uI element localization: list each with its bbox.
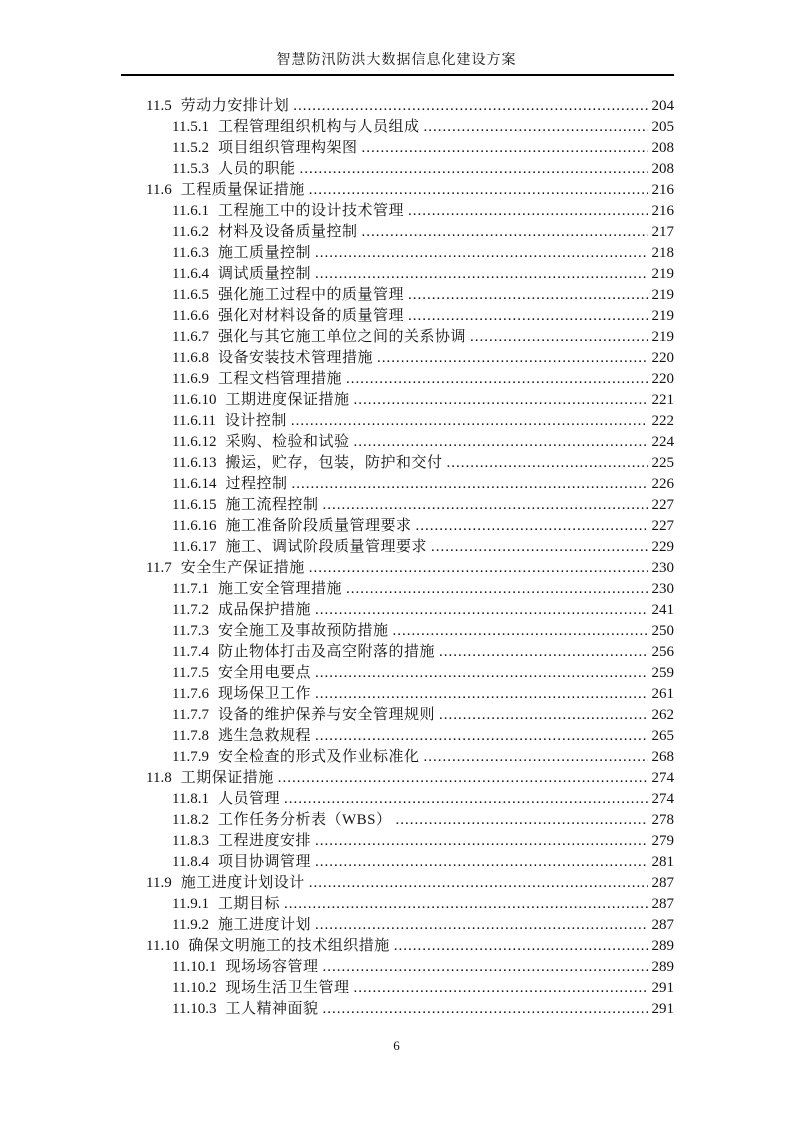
toc-entry-title: 工期目标 [217,896,280,912]
toc-entry-number: 11.7.8 [172,728,209,744]
toc-entry-title: 施工进度计划设计 [180,875,305,891]
toc-entry-number: 11.6.4 [172,266,209,282]
toc-entry-page: 217 [651,224,674,240]
toc-entry [121,495,674,516]
toc-entry-number: 11.6.7 [172,329,209,345]
toc-entry [121,705,674,726]
toc-leader-dots [392,621,647,642]
toc-entry [121,180,674,201]
toc-entry [121,537,674,558]
toc-entry-number: 11.5.3 [172,161,209,177]
toc-entry-page: 265 [651,728,674,744]
toc-entry-title: 采购、检验和试验 [225,434,350,450]
toc-entry [121,138,674,159]
page-number: 6 [393,1038,400,1053]
toc-entry-title: 现场保卫工作 [217,686,311,702]
toc-entry-page: 229 [651,539,674,555]
toc-entry-title: 安全用电要点 [217,665,311,681]
toc-entry-number: 11.7.7 [172,707,209,723]
toc-entry-page: 278 [651,812,674,828]
toc-entry [121,369,674,390]
toc-entry-title: 现场生活卫生管理 [225,980,350,996]
toc-entry-number: 11.6 [146,182,172,198]
toc-entry [121,348,674,369]
toc-entry-page: 259 [651,665,674,681]
toc-entry [121,432,674,453]
toc-entry [121,327,674,348]
toc-leader-dots [439,705,648,726]
toc-entry [121,579,674,600]
toc-entry-number: 11.6.16 [172,518,217,534]
toc-entry-number: 11.6.17 [172,539,217,555]
toc-entry-page: 256 [651,644,674,660]
toc-entry-title: 施工进度计划 [217,917,311,933]
toc-entry-page: 220 [651,371,674,387]
toc-leader-dots [299,159,647,180]
toc-entry [121,243,674,264]
toc-entry-number: 11.7 [146,560,172,576]
toc-entry [121,663,674,684]
toc-entry [121,747,674,768]
toc-entry-page: 221 [651,392,674,408]
toc-entry [121,873,674,894]
toc-leader-dots [284,789,648,810]
toc-entry-page: 219 [651,266,674,282]
toc-entry-title: 劳动力安排计划 [180,98,290,114]
toc-entry-number: 11.7.5 [172,665,209,681]
toc-leader-dots [408,306,648,327]
toc-entry [121,810,674,831]
toc-entry-page: 227 [651,518,674,534]
toc-entry-number: 11.9 [146,875,172,891]
toc-entry-title: 工程文档管理措施 [217,371,342,387]
toc-leader-dots [315,684,648,705]
toc-leader-dots [408,201,648,222]
toc-entry-page: 222 [651,413,674,429]
toc-leader-dots [423,747,647,768]
toc-entry-title: 施工准备阶段质量管理要求 [225,518,412,534]
toc-entry-number: 11.10 [146,938,180,954]
toc-leader-dots [309,558,648,579]
toc-entry-page: 208 [651,161,674,177]
toc-entry-title: 现场场容管理 [225,959,319,975]
toc-entry-number: 11.7.3 [172,623,209,639]
toc-entry-number: 11.6.2 [172,224,209,240]
toc-entry [121,117,674,138]
toc-entry-title: 工程进度安排 [217,833,311,849]
toc-entry-page: 241 [651,602,674,618]
toc-leader-dots [353,390,647,411]
toc-entry-page: 261 [651,686,674,702]
toc-leader-dots [361,138,647,159]
toc-entry-page: 205 [651,119,674,135]
toc-list [121,96,674,1020]
toc-leader-dots [291,474,647,495]
toc-entry-title: 工人精神面貌 [225,1001,319,1017]
toc-entry-title: 过程控制 [225,476,288,492]
toc-entry-page: 250 [651,623,674,639]
toc-leader-dots [408,285,648,306]
toc-entry-number: 11.7.4 [172,644,209,660]
toc-entry [121,474,674,495]
toc-entry-number: 11.6.11 [172,413,216,429]
toc-leader-dots [315,915,648,936]
toc-entry-number: 11.8.2 [172,812,209,828]
toc-entry-number: 11.6.15 [172,497,217,513]
toc-entry [121,306,674,327]
toc-entry [121,201,674,222]
toc-entry [121,915,674,936]
toc-leader-dots [346,369,648,390]
toc-entry-number: 11.6.3 [172,245,209,261]
toc-leader-dots [315,726,648,747]
toc-entry-number: 11.8.4 [172,854,209,870]
toc-entry-number: 11.5 [146,98,172,114]
toc-entry-number: 11.5.1 [172,119,209,135]
toc-entry-page: 291 [651,980,674,996]
toc-entry [121,852,674,873]
toc-entry-title: 设备的维护保养与安全管理规则 [217,707,435,723]
toc-entry-number: 11.8.3 [172,833,209,849]
toc-entry [121,96,674,117]
toc-entry [121,621,674,642]
toc-leader-dots [395,810,647,831]
toc-leader-dots [439,642,648,663]
toc-leader-dots [322,957,647,978]
toc-entry-title: 搬运，贮存，包装，防护和交付 [225,455,443,471]
toc-entry-title: 工期保证措施 [180,770,274,786]
toc-entry-page: 230 [651,581,674,597]
toc-leader-dots [415,516,647,537]
toc-entry-number: 11.6.10 [172,392,217,408]
toc-entry [121,999,674,1020]
toc-entry-number: 11.6.9 [172,371,209,387]
toc-entry-title: 人员的职能 [217,161,296,177]
toc-leader-dots [315,243,648,264]
toc-entry-page: 287 [651,917,674,933]
toc-entry-number: 11.9.2 [172,917,209,933]
page-header [0,52,793,76]
toc-entry-title: 人员管理 [217,791,280,807]
toc-entry-title: 安全检查的形式及作业标准化 [217,749,420,765]
toc-leader-dots [423,117,647,138]
toc-entry-number: 11.7.9 [172,749,209,765]
toc-entry-title: 强化对材料设备的质量管理 [217,308,404,324]
toc-entry-number: 11.6.1 [172,203,209,219]
toc-entry-number: 11.7.2 [172,602,209,618]
toc-entry-title: 工作任务分析表（WBS） [217,812,392,828]
toc-leader-dots [353,432,647,453]
toc-entry [121,936,674,957]
toc-entry-page: 274 [651,791,674,807]
header-title: 智慧防汛防洪大数据信息化建设方案 [276,53,517,68]
toc-entry-page: 226 [651,476,674,492]
toc-entry-page: 279 [651,833,674,849]
toc-leader-dots [361,222,647,243]
toc-entry [121,957,674,978]
toc-entry-number: 11.6.13 [172,455,217,471]
page-footer [0,1038,793,1054]
toc-entry-title: 工程管理组织机构与人员组成 [217,119,420,135]
toc-leader-dots [394,936,648,957]
toc-entry-title: 项目组织管理构架图 [217,140,358,156]
toc-entry-page: 208 [651,140,674,156]
toc-entry-number: 11.7.1 [172,581,209,597]
toc-entry-page: 224 [651,434,674,450]
toc-entry [121,978,674,999]
toc-entry [121,411,674,432]
toc-leader-dots [315,663,648,684]
toc-entry-title: 逃生急救规程 [217,728,311,744]
toc-entry [121,285,674,306]
toc-entry-number: 11.8 [146,770,172,786]
toc-entry [121,642,674,663]
toc-leader-dots [322,999,647,1020]
toc-entry [121,831,674,852]
toc-entry-title: 施工流程控制 [225,497,319,513]
toc-entry [121,264,674,285]
toc-leader-dots [315,852,648,873]
toc-entry-page: 225 [651,455,674,471]
toc-entry-page: 268 [651,749,674,765]
toc-entry-page: 227 [651,497,674,513]
toc-entry-number: 11.8.1 [172,791,209,807]
toc-entry-title: 施工质量控制 [217,245,311,261]
toc-entry-page: 262 [651,707,674,723]
toc-entry [121,789,674,810]
toc-entry [121,516,674,537]
toc-entry-page: 287 [651,875,674,891]
toc-entry-page: 281 [651,854,674,870]
toc-leader-dots [315,600,648,621]
toc-entry-title: 安全施工及事故预防措施 [217,623,389,639]
toc-leader-dots [322,495,647,516]
toc-leader-dots [431,537,648,558]
toc-entry-page: 219 [651,308,674,324]
toc-leader-dots [309,180,648,201]
toc-entry-title: 强化施工过程中的质量管理 [217,287,404,303]
toc-entry [121,726,674,747]
toc-leader-dots [470,327,648,348]
toc-entry-page: 230 [651,560,674,576]
toc-leader-dots [309,873,648,894]
toc-entry-page: 291 [651,1001,674,1017]
toc-entry-number: 11.10.3 [172,1001,217,1017]
header-rule [121,74,674,76]
toc-entry-page: 220 [651,350,674,366]
toc-entry-title: 工程质量保证措施 [180,182,305,198]
toc-entry-number: 11.7.6 [172,686,209,702]
toc-entry-page: 289 [651,938,674,954]
toc-entry-page: 216 [651,182,674,198]
toc-entry-page: 219 [651,329,674,345]
toc-entry [121,558,674,579]
toc-entry [121,453,674,474]
toc-entry-page: 287 [651,896,674,912]
toc-entry-page: 289 [651,959,674,975]
toc-entry-number: 11.9.1 [172,896,209,912]
toc-leader-dots [315,831,648,852]
toc-entry-title: 工期进度保证措施 [225,392,350,408]
toc-entry [121,684,674,705]
toc-entry-number: 11.6.14 [172,476,217,492]
toc-entry [121,894,674,915]
toc-entry [121,222,674,243]
toc-entry-title: 项目协调管理 [217,854,311,870]
toc-leader-dots [353,978,647,999]
toc-entry-title: 确保文明施工的技术组织措施 [188,938,390,954]
toc-entry [121,390,674,411]
toc-entry-title: 材料及设备质量控制 [217,224,358,240]
toc-entry-page: 218 [651,245,674,261]
toc-entry-number: 11.6.12 [172,434,217,450]
toc-entry-page: 274 [651,770,674,786]
toc-entry-page: 219 [651,287,674,303]
toc-entry-number: 11.10.1 [172,959,217,975]
toc-leader-dots [446,453,647,474]
toc-entry-title: 防止物体打击及高空附落的措施 [217,644,435,660]
toc-entry-number: 11.5.2 [172,140,209,156]
toc-leader-dots [293,96,647,117]
toc-entry-title: 工程施工中的设计技术管理 [217,203,404,219]
toc-leader-dots [315,264,648,285]
toc-entry-number: 11.6.8 [172,350,209,366]
toc-entry-number: 11.10.2 [172,980,217,996]
toc-entry-page: 204 [651,98,674,114]
toc-entry-number: 11.6.6 [172,308,209,324]
toc-leader-dots [278,768,648,789]
toc-entry-title: 施工安全管理措施 [217,581,342,597]
toc-entry-title: 安全生产保证措施 [180,560,305,576]
toc-leader-dots [377,348,648,369]
toc-entry-title: 施工、调试阶段质量管理要求 [225,539,427,555]
toc-leader-dots [346,579,648,600]
toc-entry-title: 强化与其它施工单位之间的关系协调 [217,329,466,345]
toc-entry-title: 成品保护措施 [217,602,311,618]
toc-entry [121,768,674,789]
toc-entry-title: 设备安装技术管理措施 [217,350,373,366]
toc-entry-title: 设计控制 [224,413,287,429]
toc-entry-page: 216 [651,203,674,219]
toc-entry [121,600,674,621]
toc-leader-dots [291,411,648,432]
toc-entry-title: 调试质量控制 [217,266,311,282]
toc-entry [121,159,674,180]
toc-leader-dots [284,894,648,915]
toc-entry-number: 11.6.5 [172,287,209,303]
